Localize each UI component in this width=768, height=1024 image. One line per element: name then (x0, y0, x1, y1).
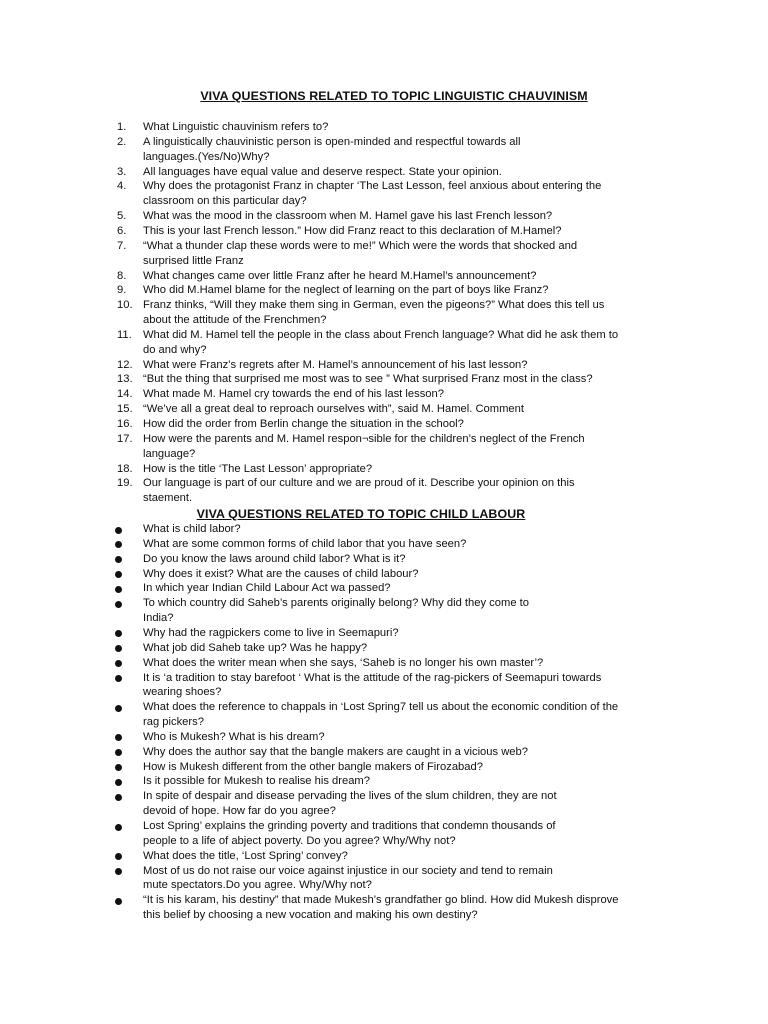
question-text-line: What are some common forms of child labor that you have seen? (143, 537, 467, 550)
question-text-line: Our language is part of our culture and we are proud of it. Describe your opinion on this (143, 477, 575, 490)
list-item-number: 9. (117, 284, 127, 297)
question-text-line: A linguistically chauvinistic person is open-minded and respectful towards all (143, 135, 521, 148)
bullet-icon (115, 853, 122, 860)
bullet-icon (115, 734, 122, 741)
list-item-number: 8. (117, 269, 127, 282)
list-item-number: 13. (117, 373, 133, 386)
section-title-linguistic-chauvinism: VIVA QUESTIONS RELATED TO TOPIC LINGUISTIC CHAUVINISM (200, 89, 588, 103)
question-text-line: about the attitude of the Frenchmen? (143, 314, 327, 327)
question-text-line: How did the order from Berlin change the situation in the school? (143, 418, 464, 430)
bullet-icon (115, 764, 122, 771)
bullet-icon (115, 541, 122, 548)
question-text-line: Who is Mukesh? What is his dream? (143, 730, 325, 743)
question-text-line: It is ‘a tradition to stay barefoot ‘ What is the attitude of the rag-pickers of Seemapuri towards (143, 671, 602, 684)
question-text-line: “What a thunder clap these words were to me!” Which were the words that shocked and (143, 239, 578, 252)
bullet-icon (115, 571, 122, 578)
list-item-number: 16. (117, 418, 133, 430)
list-item-number: 3. (117, 165, 127, 178)
question-text-line: What is child labor? (143, 523, 241, 535)
question-text-line: India? (143, 612, 174, 625)
question-text-line: rag pickers? (143, 716, 204, 729)
question-text-line: How is the title ‘The Last Lesson’ appropriate? (143, 462, 373, 475)
question-text-line: Why had the ragpickers come to live in Seemapuri? (143, 626, 399, 639)
bullet-icon (115, 675, 122, 682)
question-text-line: do and why? (143, 343, 207, 356)
question-text-line: mute spectators.Do you agree. Why/Why not? (143, 879, 372, 892)
bullet-icon (115, 527, 122, 534)
question-text-line: languages.(Yes/No)Why? (143, 150, 270, 163)
question-text-line: Is it possible for Mukesh to realise his dream? (143, 775, 370, 788)
list-item-number: 12. (117, 358, 133, 371)
list-item-number: 5. (117, 210, 127, 223)
question-text-line: wearing shoes? (143, 686, 222, 699)
list-item-number: 10. (117, 299, 133, 312)
bullet-icon (115, 779, 122, 786)
question-text-line: What changes came over little Franz after he heard M.Hamel’s announcement? (143, 269, 537, 282)
question-text-line: What made M. Hamel cry towards the end of his last lesson? (143, 388, 444, 401)
bullet-icon (115, 705, 122, 712)
question-text-line: Franz thinks, “Will they make them sing in German, even the pigeons?” What does this tell us (143, 299, 605, 312)
list-item-number: 15. (117, 403, 133, 416)
bullet-icon (115, 749, 122, 756)
question-text-line: Why does the protagonist Franz in chapter ‘The Last Lesson, feel anxious about entering the (143, 180, 602, 193)
question-text-line: “We’ve all a great deal to reproach ourselves with”, said M. Hamel. Comment (143, 403, 524, 416)
question-text-line: Why does the author say that the bangle makers are caught in a vicious web? (143, 745, 528, 758)
question-text-line: What did M. Hamel tell the people in the class about French language? What did he ask them to (143, 328, 619, 341)
bullet-icon (115, 794, 122, 801)
list-item-number: 1. (117, 121, 127, 133)
question-text-line: In spite of despair and disease pervading the lives of the slum children, they are not (143, 790, 557, 803)
question-text-line: this belief by choosing a new vocation and making his own destiny? (143, 909, 478, 922)
bullet-icon (115, 630, 122, 637)
question-text-line: How is Mukesh different from the other bangle makers of Firozabad? (143, 760, 483, 773)
question-text-line: Lost Spring’ explains the grinding poverty and traditions that condemn thousands of (143, 820, 556, 832)
question-text-line: What was the mood in the classroom when M. Hamel gave his last French lesson? (143, 210, 553, 223)
question-text-line: language? (143, 447, 196, 460)
question-text-line: classroom on this particular day? (143, 195, 307, 208)
list-item-number: 6. (117, 224, 127, 237)
question-text-line: This is your last French lesson.” How did Franz react to this declaration of M.Hamel? (143, 224, 562, 237)
bullet-icon (115, 824, 122, 831)
list-item-number: 14. (117, 388, 133, 401)
list-item-number: 4. (117, 180, 127, 193)
list-item-number: 11. (117, 328, 132, 341)
bullet-icon (115, 868, 122, 875)
list-item-number: 19. (117, 477, 133, 490)
question-text-line: “It is his karam, his destiny” that made Mukesh’s grandfather go blind. How did Mukesh disprove (143, 894, 619, 907)
question-text-line: Why does it exist? What are the causes of child labour? (143, 567, 419, 580)
question-text-line: staement. (143, 492, 193, 505)
section-title-child-labour: VIVA QUESTIONS RELATED TO TOPIC CHILD LABOUR (196, 507, 526, 521)
list-item-number: 17. (117, 432, 133, 445)
question-text-line: To which country did Saheb’s parents originally belong? Why did they come to (143, 597, 529, 610)
question-text-line: What job did Saheb take up? Was he happy? (143, 641, 368, 654)
bullet-icon (115, 645, 122, 652)
question-text-line: What does the title, ‘Lost Spring’ convey? (143, 849, 348, 862)
list-item-number: 2. (117, 135, 127, 148)
list-item-number: 18. (117, 462, 133, 475)
question-text-line: people to a life of abject poverty. Do you agree? Why/Why not? (143, 834, 456, 847)
bullet-icon (115, 660, 122, 667)
question-text-line: Most of us do not raise our voice against injustice in our society and tend to remain (143, 864, 553, 877)
question-text-line: How were the parents and M. Hamel respon¬sible for the children’s neglect of the French (143, 432, 585, 445)
question-text-line: In which year Indian Child Labour Act wa passed? (143, 582, 391, 595)
bullet-icon (115, 556, 122, 563)
bullet-icon (115, 898, 122, 905)
question-text-line: What Linguistic chauvinism refers to? (143, 121, 329, 133)
question-text-line: Do you know the laws around child labor? What is it? (143, 552, 406, 565)
question-text-line: “But the thing that surprised me most was to see ” What surprised Franz most in the class? (143, 373, 593, 386)
list-item-number: 7. (117, 239, 127, 252)
question-text-line: What were Franz’s regrets after M. Hamel’s announcement of his last lesson? (143, 358, 528, 371)
question-text-line: devoid of hope. How far do you agree? (143, 805, 336, 818)
question-text-line: What does the reference to chappals in ‘Lost Spring7 tell us about the economic condition of the (143, 701, 619, 714)
bullet-icon (115, 586, 122, 593)
question-text-line: Who did M.Hamel blame for the neglect of learning on the part of boys like Franz? (143, 284, 549, 297)
question-text-line: All languages have equal value and deserve respect. State your opinion. (143, 165, 502, 178)
question-text-line: surprised little Franz (143, 254, 244, 267)
bullet-icon (115, 601, 122, 608)
question-text-line: What does the writer mean when she says, ‘Saheb is no longer his own master’? (143, 656, 544, 669)
